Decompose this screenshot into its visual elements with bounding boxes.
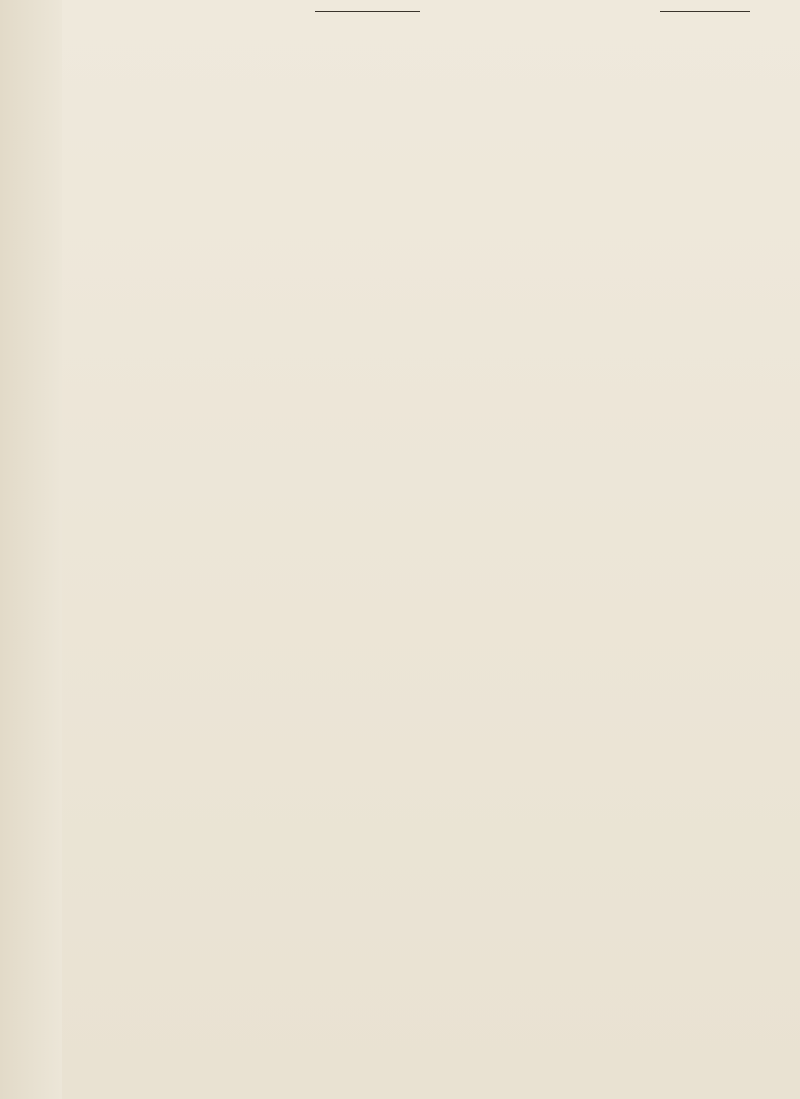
index-column-1 [80,6,270,1091]
index-column-3 [465,6,615,1091]
section-rule [315,11,420,12]
section-rule [660,11,750,12]
index-column-2 [275,6,460,1091]
index-column-4 [620,6,790,1091]
page-edge [0,0,62,1099]
